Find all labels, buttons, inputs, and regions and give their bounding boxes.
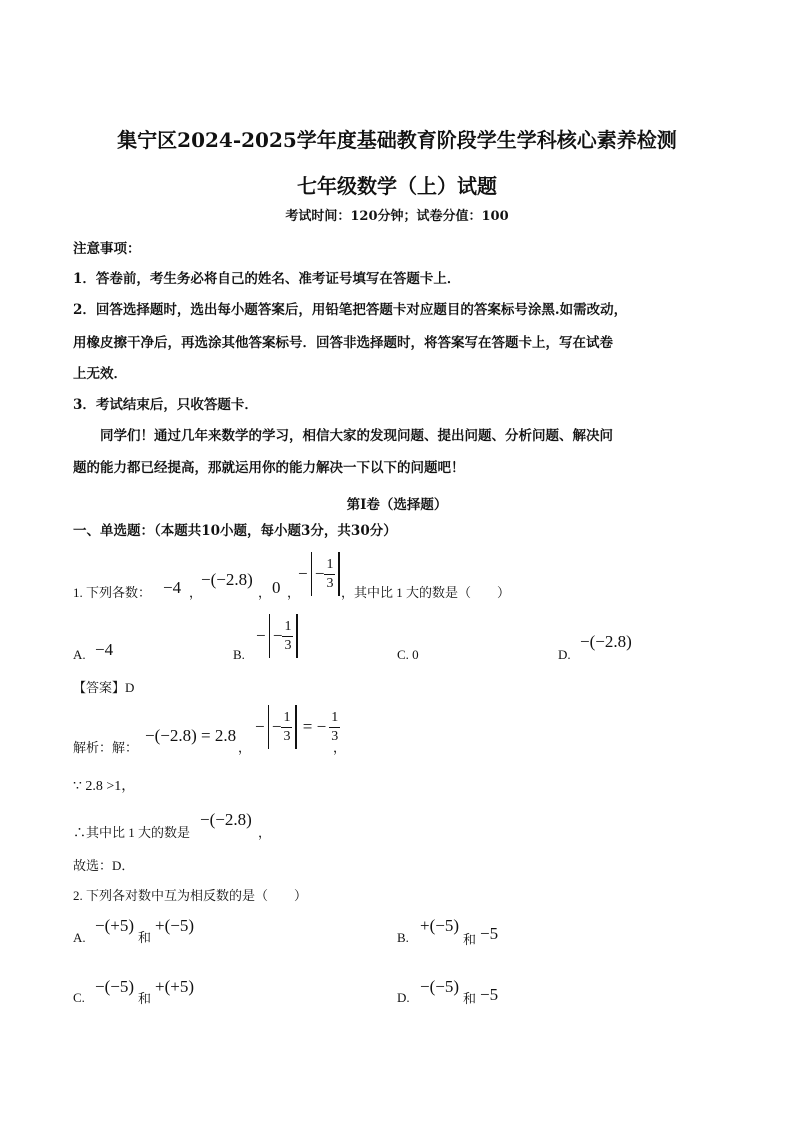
notes-item-1: 1．答卷前，考生务必将自己的姓名、准考证号填写在答题卡上． bbox=[73, 271, 461, 287]
minus-sign: − bbox=[256, 626, 266, 645]
encouragement-line2: 题的能力都已经提高，那就运用你的能力解决一下以下的问题吧！ bbox=[73, 460, 465, 476]
q2-and: 和 bbox=[138, 991, 152, 1006]
fraction-numerator: 1 bbox=[326, 556, 334, 572]
notes-item-2-line1: 2．回答选择题时，选出每小题答案后，用铅笔把答题卡对应题目的答案标号涂黑.如需改动， bbox=[73, 302, 628, 318]
notes-heading: 注意事项： bbox=[73, 241, 141, 257]
q1-separator: ， bbox=[189, 585, 203, 600]
q2-option-b-label: B. bbox=[397, 930, 409, 945]
notes-item-2-line2: 用橡皮擦干净后，再选涂其他答案标号．回答非选择题时，将答案写在答题卡上，写在试卷 bbox=[73, 335, 613, 351]
abs-bar-right bbox=[296, 614, 297, 658]
abs-bar-right bbox=[295, 705, 296, 749]
section-title: 第Ⅰ卷（选择题） bbox=[346, 497, 448, 513]
equals-minus: = − bbox=[302, 717, 327, 736]
page-subtitle: 七年级数学（上）试题 bbox=[297, 174, 497, 198]
q1-option-b-label: B. bbox=[233, 647, 245, 662]
q1-option-d-label: D. bbox=[558, 647, 571, 662]
analysis-comma: ， bbox=[238, 740, 252, 755]
q2-option-c-first: −(−5) bbox=[95, 977, 134, 996]
fraction-numerator: 1 bbox=[283, 709, 291, 725]
minus-sign: − bbox=[255, 717, 265, 736]
q2-option-a-second: +(−5) bbox=[155, 916, 194, 935]
fraction-denominator: 3 bbox=[326, 575, 334, 591]
minus-sign: − bbox=[298, 564, 308, 583]
q2-and: 和 bbox=[463, 991, 477, 1006]
q1-option-b-value bbox=[256, 614, 301, 658]
analysis-equation-1: −(−2.8) = 2.8 bbox=[145, 726, 237, 745]
therefore-text: ∴其中比 1 大的数是 bbox=[73, 825, 191, 840]
fraction bbox=[324, 556, 335, 593]
answer-tag: 【答案】D bbox=[73, 680, 135, 695]
q1-number-3: 0 bbox=[272, 578, 281, 597]
q2-option-c-label: C. bbox=[73, 990, 85, 1005]
q1-option-c: C. 0 bbox=[397, 647, 419, 662]
fraction-numerator: 1 bbox=[284, 618, 292, 634]
q1-separator: ， bbox=[287, 585, 301, 600]
q1-separator: ， bbox=[258, 585, 272, 600]
notes-item-3: 3．考试结束后，只收答题卡． bbox=[73, 397, 258, 413]
q2-option-d-first: −(−5) bbox=[420, 977, 459, 996]
q2-option-d-label: D. bbox=[397, 990, 410, 1005]
q2-option-b-second: −5 bbox=[480, 924, 499, 943]
q2-option-d-second: −5 bbox=[480, 985, 499, 1004]
choose-line: 故选：D． bbox=[73, 858, 135, 873]
analysis-label: 解析：解： bbox=[73, 740, 139, 755]
encouragement-line1: 同学们！通过几年来数学的学习，相信大家的发现问题、提出问题、分析问题、解决问 bbox=[100, 428, 613, 444]
q1-number-2: −(−2.8) bbox=[201, 570, 253, 589]
fraction-numerator: 1 bbox=[331, 709, 339, 725]
q2-and: 和 bbox=[463, 932, 477, 947]
therefore-comma: ， bbox=[258, 825, 272, 840]
q2-option-a-label: A. bbox=[73, 930, 86, 945]
fraction-denominator: 3 bbox=[331, 728, 339, 744]
minus-sign: − bbox=[271, 717, 282, 736]
fraction-denominator: 3 bbox=[284, 637, 292, 653]
q1-prefix: 1. 下列各数： bbox=[73, 585, 152, 600]
q1-number-4 bbox=[298, 552, 343, 596]
part-heading: 一、单选题：（本题共10小题，每小题3分，共30分） bbox=[73, 523, 397, 539]
notes-item-2-line3: 上无效． bbox=[73, 366, 127, 382]
q1-suffix: ，其中比 1 大的数是（ ） bbox=[341, 585, 511, 600]
q1-option-a-value: −4 bbox=[95, 640, 114, 659]
q2-option-c-second: +(+5) bbox=[155, 977, 194, 996]
minus-sign: − bbox=[272, 626, 283, 645]
page-title: 集宁区2024-2025学年度基础教育阶段学生学科核心素养检测 bbox=[117, 128, 677, 152]
because-line: ∵ 2.8 >1， bbox=[73, 779, 136, 794]
q2-option-a-first: −(+5) bbox=[95, 916, 134, 935]
q2-stem: 2. 下列各对数中互为相反数的是（ ） bbox=[73, 888, 308, 903]
abs-bar-left bbox=[311, 552, 312, 596]
q2-option-b-first: +(−5) bbox=[420, 916, 459, 935]
analysis-comma: ， bbox=[333, 740, 347, 755]
therefore-value: −(−2.8) bbox=[200, 810, 252, 829]
abs-bar-left bbox=[268, 705, 269, 749]
q1-number-1: −4 bbox=[163, 578, 182, 597]
fraction bbox=[281, 709, 292, 746]
q1-option-d-value: −(−2.8) bbox=[580, 632, 632, 651]
fraction-denominator: 3 bbox=[283, 728, 291, 744]
analysis-equation-2 bbox=[255, 705, 340, 749]
q2-and: 和 bbox=[138, 930, 152, 945]
fraction bbox=[282, 618, 293, 655]
abs-bar-right bbox=[338, 552, 339, 596]
minus-sign: − bbox=[314, 564, 325, 583]
abs-bar-left bbox=[269, 614, 270, 658]
exam-info: 考试时间：120分钟；试卷分值：100 bbox=[285, 209, 509, 224]
q1-option-a-label: A. bbox=[73, 647, 86, 662]
